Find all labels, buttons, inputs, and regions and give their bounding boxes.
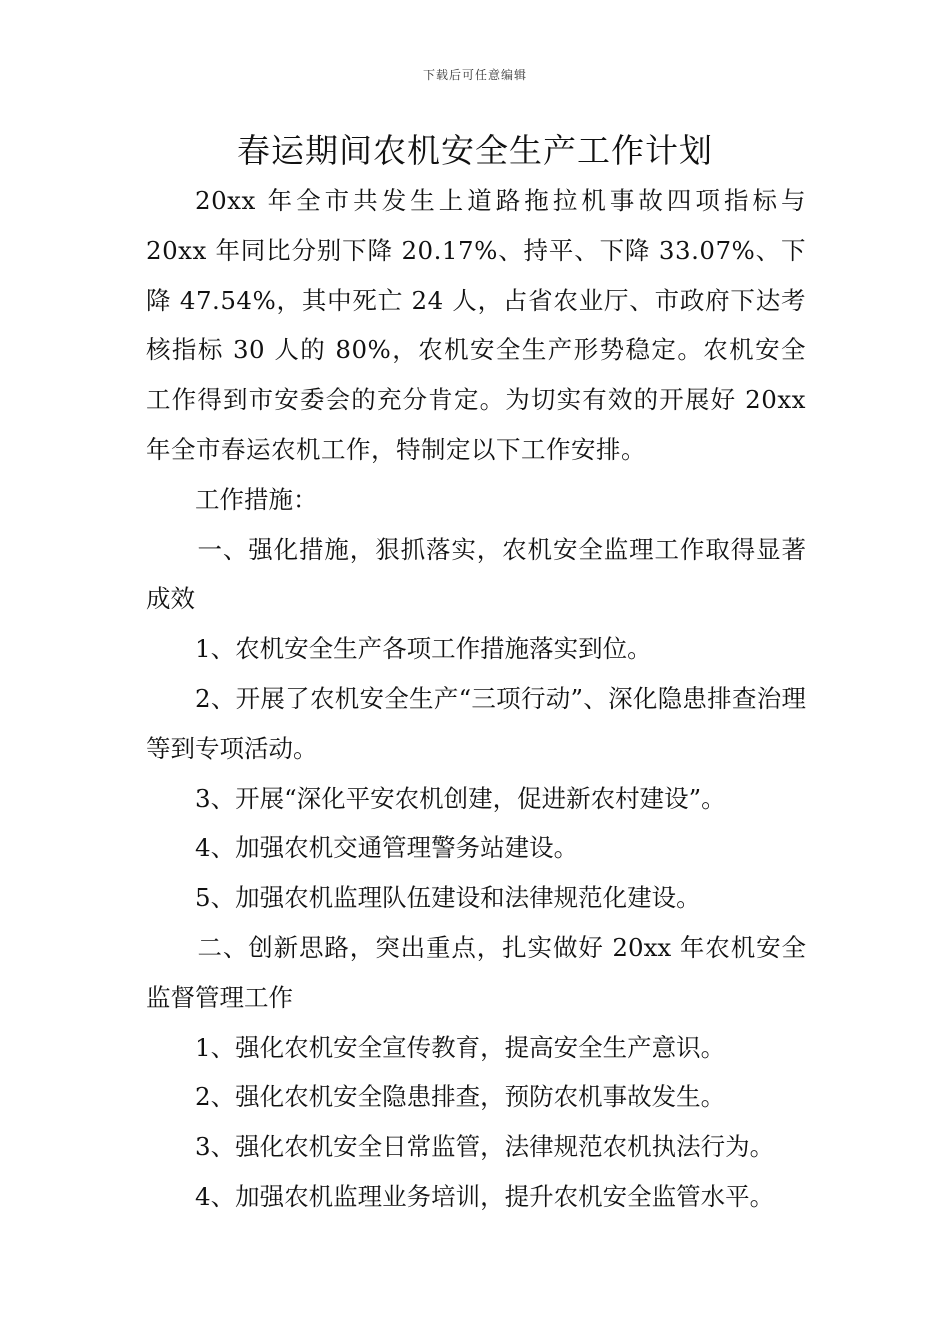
document-body <box>146 176 806 1222</box>
section-one-item-3: 3、开展“深化平安农机创建，促进新农村建设”。 <box>195 783 726 813</box>
section-one-item-5: 5、加强农机监理队伍建设和法律规范化建设。 <box>195 883 701 913</box>
header-note: 下载后可任意编辑 <box>422 68 527 82</box>
measures-heading: 工作措施： <box>195 484 318 514</box>
section-two-item-4: 4、加强农机监理业务培训，提升农机安全监管水平。 <box>195 1181 775 1211</box>
section-two-item-1: 1、强化农机安全宣传教育，提高安全生产意识。 <box>195 1032 726 1062</box>
document-title: 春运期间农机安全生产工作计划 <box>237 131 713 170</box>
section-one-heading: 一、强化措施，狠抓落实，农机安全监理工作取得显著成效 <box>146 534 806 614</box>
section-two-heading: 二、创新思路，突出重点，扎实做好 20xx 年农机安全监督管理工作 <box>146 932 806 1012</box>
section-one-item-2: 2、开展了农机安全生产“三项行动”、深化隐患排查治理等到专项活动。 <box>146 683 806 763</box>
section-two-item-3: 3、强化农机安全日常监管，法律规范农机执法行为。 <box>195 1132 775 1162</box>
section-one-item-4: 4、加强农机交通管理警务站建设。 <box>195 833 579 863</box>
section-two-item-2: 2、强化农机安全隐患排查，预防农机事故发生。 <box>195 1082 726 1112</box>
section-one-item-1: 1、农机安全生产各项工作措施落实到位。 <box>195 634 652 664</box>
intro-paragraph: 20xx 年全市共发生上道路拖拉机事故四项指标与 20xx 年同比分别下降 20.17%、持平、下降 33.07%、下降 47.54%，其中死亡 24 人，占省农业厅、市政府下达考核指标 30 人的 80%，农机安全生产形势稳定。农机安全工作得到市安委会的充分肯定。为切实有效的开展好 20xx 年全市春运农机工作，特制定以下工作安排。 <box>146 186 806 464</box>
